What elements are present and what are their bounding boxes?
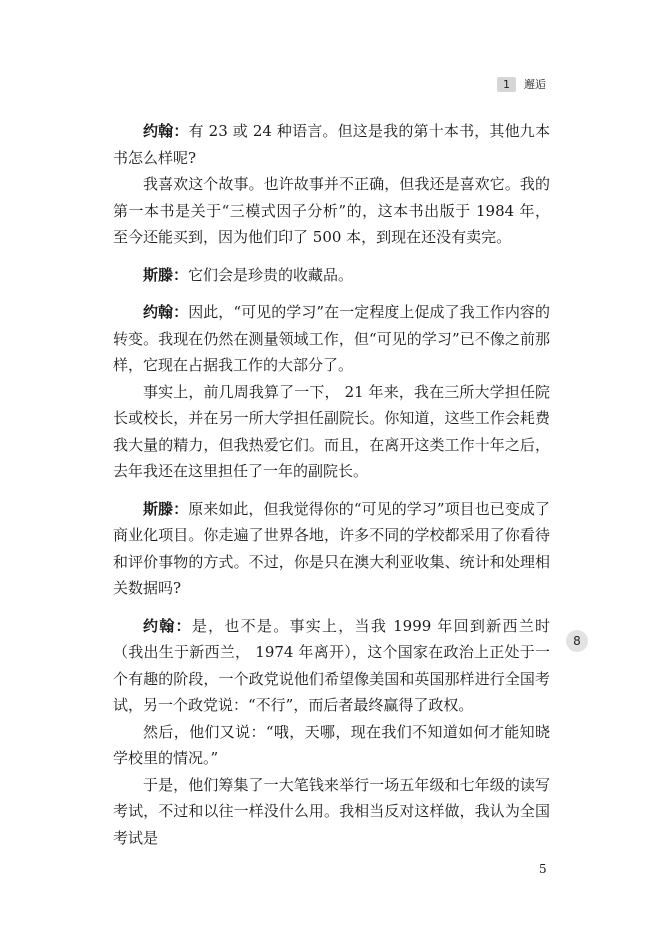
paragraph	[113, 772, 550, 852]
paragraph-text: 它们会是珍贵的收藏品。	[188, 265, 354, 284]
paragraph	[113, 496, 550, 602]
running-header	[497, 76, 546, 92]
paragraph	[113, 719, 550, 772]
paragraph	[113, 171, 550, 251]
speaker-label: 约翰：	[143, 303, 189, 321]
speaker-label: 斯滕：	[143, 265, 189, 284]
chapter-title: 邂逅	[524, 78, 546, 91]
paragraph	[113, 379, 550, 485]
speaker-label: 约翰：	[143, 616, 192, 635]
page-number: 5	[539, 862, 547, 876]
paragraph	[113, 613, 550, 719]
paragraph-text: 于是，他们筹集了一大笔钱来举行一场五年级和七年级的读写考试，不过和以往一样没什么用。我相当反对这样做，我认为全国考试是	[113, 775, 550, 847]
paragraph	[113, 299, 550, 379]
chapter-number-badge: 1	[497, 77, 516, 92]
speaker-label: 斯滕：	[143, 499, 189, 518]
paragraph-text: 事实上，前几周我算了一下， 21 年来，我在三所大学担任院长或校长，并在另一所大学担任副院长。你知道，这些工作会耗费我大量的精力，但我热爱它们。而且，在离开这类工作十年之后，去年我还在这里担任了一年的副院长。	[113, 382, 550, 480]
paragraph	[113, 118, 550, 171]
paragraph-text: 我喜欢这个故事。也许故事并不正确，但我还是喜欢它。我的第一本书是关于“三模式因子分析”的，这本书出版于 1984 年，至今还能买到，因为他们印了 500 本，到现在还没有卖完。	[113, 175, 550, 246]
paragraph	[113, 262, 550, 289]
paragraph-text: 有 23 或 24 种语言。但这是我的第十本书，其他九本书怎么样呢?	[113, 122, 550, 167]
paragraph-text: 因此，“可见的学习”在一定程度上促成了我工作内容的转变。我现在仍然在测量领域工作，但“可见的学习”已不像之前那样，它现在占据我工作的大部分了。	[113, 303, 550, 374]
speaker-label: 约翰：	[143, 122, 189, 140]
page-body	[113, 118, 550, 851]
paragraph-text: 然后，他们又说：“哦，天哪，现在我们不知道如何才能知晓学校里的情况。”	[113, 722, 550, 767]
side-marker-badge: 8	[566, 630, 588, 652]
paragraph-text: 原来如此，但我觉得你的“可见的学习”项目也已变成了商业化项目。你走遍了世界各地，许多不同的学校都采用了你看待和评价事物的方式。不过，你是只在澳大利亚收集、统计和处理相关数据吗?	[113, 499, 550, 597]
paragraph-text: 是，也不是。事实上，当我 1999 年回到新西兰时（我出生于新西兰， 1974 年离开），这个国家在政治上正处于一个有趣的阶段，一个政党说他们希望像美国和英国那样进行全国考试，另一个政党说：“不行”，而后者最终赢得了政权。	[113, 616, 550, 714]
